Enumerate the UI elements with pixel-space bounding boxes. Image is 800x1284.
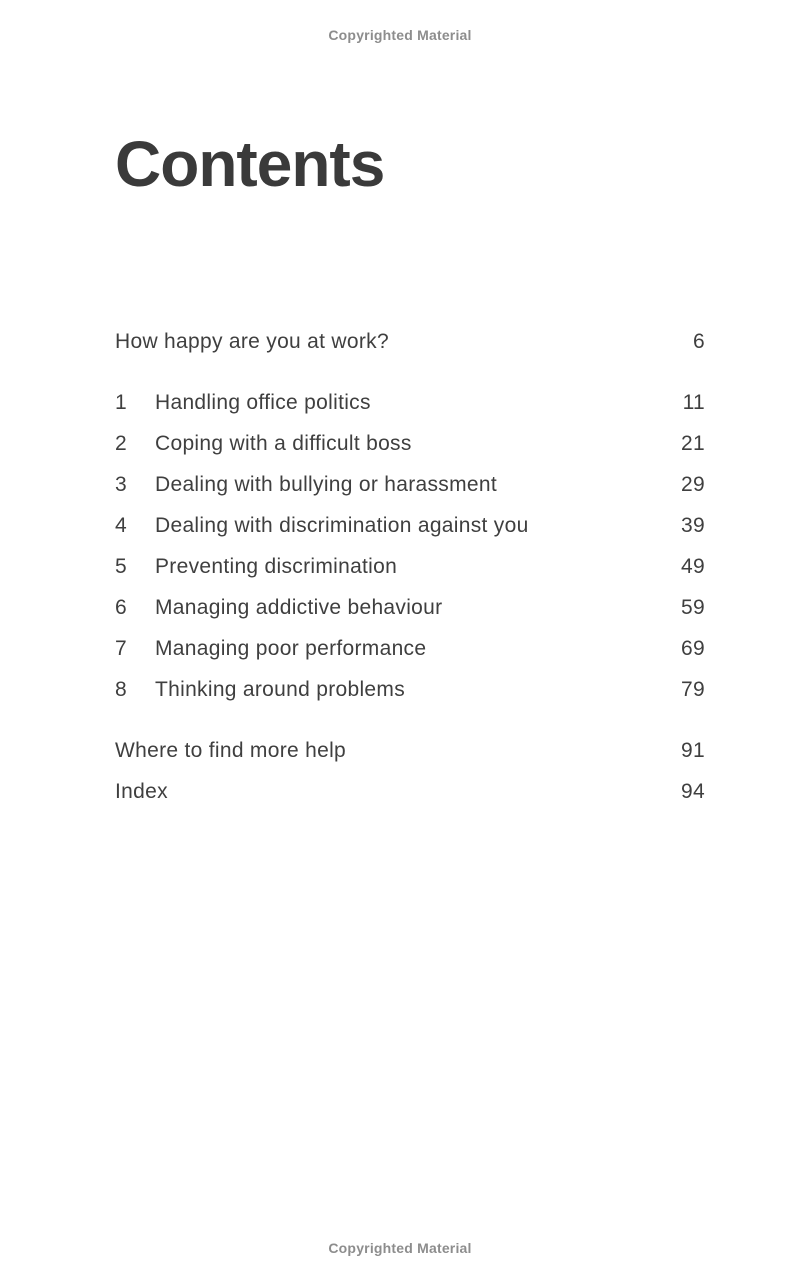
toc-entry-intro [115, 321, 705, 362]
toc-entry [115, 628, 705, 669]
copyright-notice-bottom: Copyrighted Material [328, 1240, 472, 1256]
toc-back-matter [115, 730, 705, 812]
toc-entry-title: Managing addictive behaviour [155, 595, 443, 619]
page-title: Contents [115, 128, 385, 200]
page-number: 6 [693, 329, 705, 353]
chapter-number: 1 [115, 390, 127, 414]
page-number: 79 [681, 677, 705, 701]
chapter-number: 7 [115, 636, 127, 660]
page-number: 29 [681, 472, 705, 496]
toc-entry [115, 587, 705, 628]
toc-entry [115, 771, 705, 812]
toc-entry [115, 546, 705, 587]
toc-entry [115, 464, 705, 505]
toc-entry-title: Preventing discrimination [155, 554, 398, 578]
toc-entry-title: Index [115, 779, 168, 803]
toc-entry-title: Handling office politics [155, 390, 371, 414]
toc-entry-title: Managing poor performance [155, 636, 427, 660]
page-number: 91 [681, 738, 705, 762]
toc-entry-title: Thinking around problems [155, 677, 406, 701]
page-number: 21 [681, 431, 705, 455]
chapter-number: 2 [115, 431, 127, 455]
toc-entry-title: Dealing with discrimination against you [155, 513, 529, 537]
page-number: 39 [681, 513, 705, 537]
toc-entry [115, 669, 705, 710]
toc-entry-title: Coping with a difficult boss [155, 431, 412, 455]
chapter-number: 3 [115, 472, 127, 496]
toc-entry-title: How happy are you at work? [115, 329, 389, 353]
toc-chapter-list [115, 382, 705, 710]
page-number: 11 [682, 390, 705, 414]
chapter-number: 4 [115, 513, 127, 537]
copyright-notice-top: Copyrighted Material [328, 27, 472, 43]
page-number: 49 [681, 554, 705, 578]
toc-entry [115, 505, 705, 546]
page-number: 59 [681, 595, 705, 619]
chapter-number: 8 [115, 677, 127, 701]
toc-entry-title: Dealing with bullying or harassment [155, 472, 497, 496]
toc-entry-title: Where to find more help [115, 738, 347, 762]
chapter-number: 6 [115, 595, 127, 619]
toc-entry [115, 423, 705, 464]
page-number: 69 [681, 636, 705, 660]
page-number: 94 [681, 779, 705, 803]
toc-entry [115, 730, 705, 771]
chapter-number: 5 [115, 554, 127, 578]
toc-entry [115, 382, 705, 423]
table-of-contents [115, 321, 705, 812]
contents-body [115, 128, 705, 812]
